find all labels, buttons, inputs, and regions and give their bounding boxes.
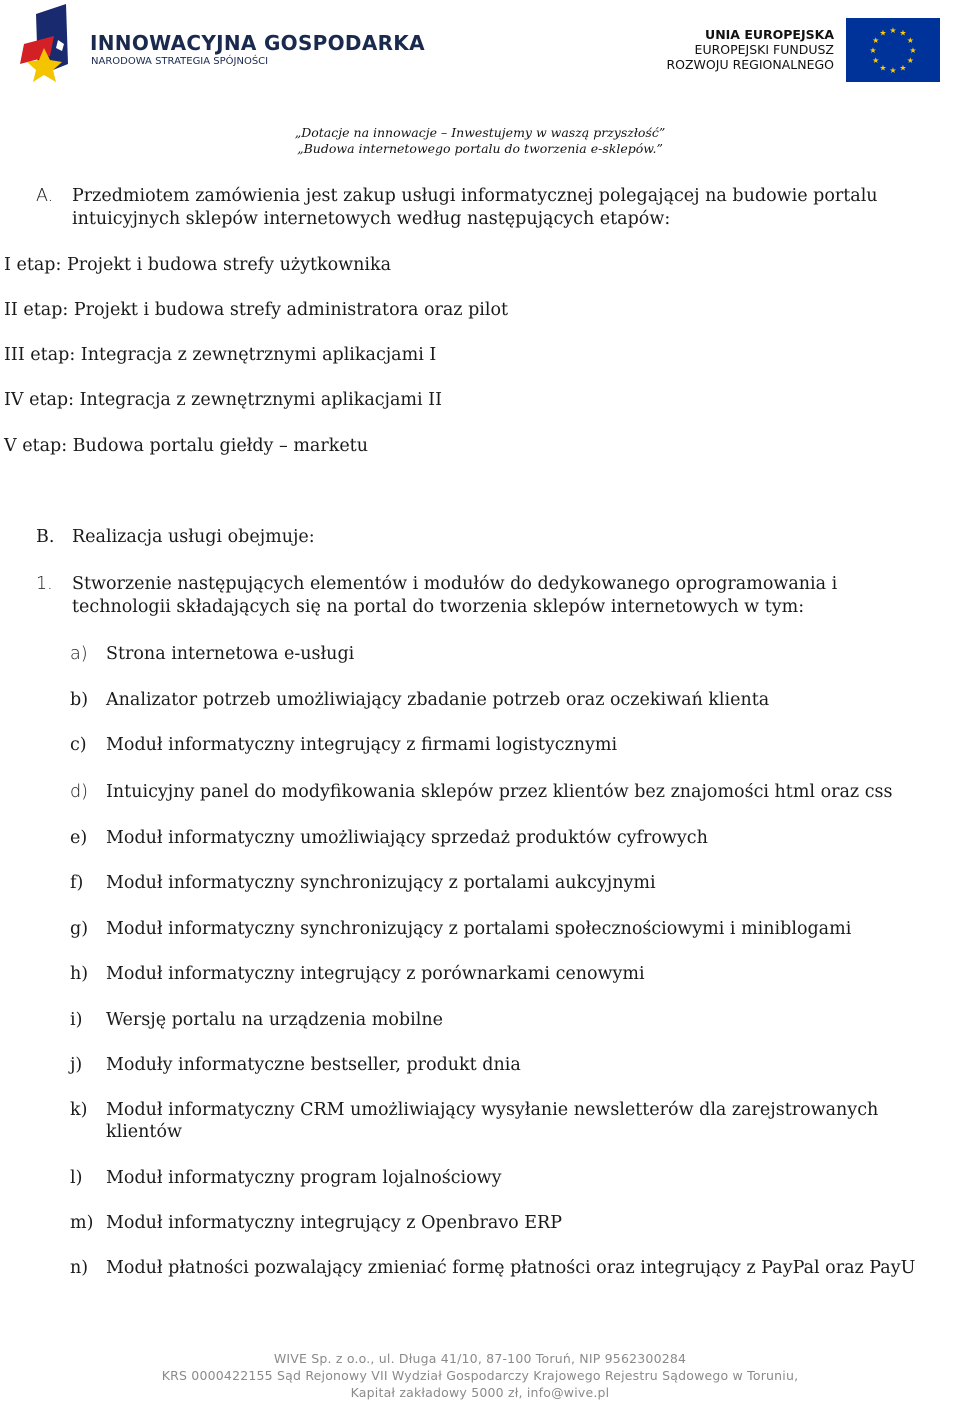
project-title-1: „Dotacje na innowacje – Inwestujemy w waszą przyszłość”	[294, 125, 666, 140]
eu-star-icon: ★	[872, 56, 880, 65]
stage-1: I etap: Projekt i budowa strefy użytkownika	[4, 255, 392, 275]
list-item-label: i)	[70, 1010, 83, 1030]
list-item-label: k)	[70, 1100, 88, 1120]
point-1-marker: 1.	[36, 574, 53, 594]
list-item-h	[70, 963, 956, 985]
stage-2: II etap: Projekt i budowa strefy administratora oraz pilot	[4, 300, 509, 320]
list-item-g	[70, 918, 956, 940]
list-item-text: Moduł informatyczny CRM umożliwiający wysyłanie newsletterów dla zarejstrowanych	[106, 1100, 879, 1120]
eu-line-2: EUROPEJSKI FUNDUSZ	[694, 42, 834, 57]
innowacyjna-gospodarka-logo	[18, 4, 425, 84]
eu-logo	[666, 18, 940, 84]
stage-4: IV etap: Integracja z zewnętrznymi aplikacjami II	[4, 390, 442, 410]
list-item-label: b)	[70, 690, 89, 710]
point-1-line-1: Stworzenie następujących elementów i modułów do dedykowanego oprogramowania i	[72, 574, 838, 594]
eu-star-icon: ★	[909, 46, 917, 55]
list-item-j	[70, 1054, 956, 1076]
list-item-i	[70, 1009, 956, 1031]
list-item-b	[70, 689, 956, 711]
section-a-marker: A.	[36, 186, 54, 206]
section-b-text: Realizacja usługi obejmuje:	[72, 527, 315, 547]
eu-star-icon: ★	[906, 56, 914, 65]
list-item-text: Moduły informatyczne bestseller, produkt dnia	[106, 1055, 521, 1075]
eu-logo-text	[666, 27, 834, 72]
eu-star-icon: ★	[879, 28, 887, 38]
list-item-text: Moduł informatyczny program lojalnościowy	[106, 1168, 502, 1188]
list-item-text: Moduł informatyczny umożliwiający sprzedaż produktów cyfrowych	[106, 828, 708, 848]
innowacyjna-gospodarka-emblem-icon	[18, 4, 88, 84]
list-item-text: Analizator potrzeb umożliwiający zbadanie potrzeb oraz oczekiwań klienta	[106, 690, 770, 710]
list-item-e	[70, 827, 956, 849]
project-title-2: „Budowa internetowego portalu do tworzenia e-sklepów.”	[297, 141, 663, 156]
point-1-line-2: technologii składających się na portal do tworzenia sklepów internetowych w tym:	[72, 597, 805, 617]
list-item-label: f)	[70, 873, 84, 893]
eu-star-icon: ★	[899, 28, 907, 38]
list-item-label: c)	[70, 735, 87, 755]
list-item-text-continued: klientów	[106, 1122, 182, 1142]
list-item-text: Moduł informatyczny integrujący z porównarkami cenowymi	[106, 964, 645, 984]
list-item-text: Moduł informatyczny synchronizujący z portalami aukcyjnymi	[106, 873, 656, 893]
stage-5: V etap: Budowa portalu giełdy – marketu	[4, 436, 368, 456]
list-item-text: Moduł informatyczny synchronizujący z portalami społecznościowymi i miniblogami	[106, 919, 852, 939]
eu-star-icon: ★	[869, 46, 877, 55]
eu-star-icon: ★	[889, 26, 897, 35]
stage-3: III etap: Integracja z zewnętrznymi aplikacjami I	[4, 345, 437, 365]
list-item-c	[70, 734, 956, 756]
eu-star-icon: ★	[906, 36, 914, 45]
eu-line-1: UNIA EUROPEJSKA	[705, 27, 834, 42]
logo-title: INNOWACYJNA GOSPODARKA	[90, 31, 425, 55]
section-b-marker: B.	[36, 527, 55, 547]
eu-star-icon: ★	[879, 63, 887, 73]
list-item-label: m)	[70, 1213, 94, 1233]
list-item-label: e)	[70, 828, 88, 848]
list-item-text: Moduł płatności pozwalający zmieniać formę płatności oraz integrujący z PayPal oraz PayU	[106, 1258, 916, 1278]
list-item-text: Intuicyjny panel do modyfikowania sklepów przez klientów bez znajomości html oraz css	[106, 782, 893, 802]
list-item-text: Moduł informatyczny integrujący z firmami logistycznymi	[106, 735, 618, 755]
list-item-d	[70, 781, 956, 803]
list-item-label: h)	[70, 964, 89, 984]
list-item-l	[70, 1167, 956, 1189]
eu-line-3: ROZWOJU REGIONALNEGO	[666, 57, 834, 72]
list-item-text: Moduł informatyczny integrujący z Openbravo ERP	[106, 1213, 562, 1233]
list-item-label: a)	[70, 644, 88, 664]
list-item-k	[70, 1099, 956, 1143]
list-item-m	[70, 1212, 956, 1234]
list-item-label: g)	[70, 919, 89, 939]
eu-star-icon: ★	[872, 36, 880, 45]
list-item-label: l)	[70, 1168, 83, 1188]
list-item-a	[70, 643, 956, 665]
footer-line-2: KRS 0000422155 Sąd Rejonowy VII Wydział Gospodarczy Krajowego Rejestru Sądowego w Toruniu,	[161, 1368, 799, 1383]
logo-subtitle: NARODOWA STRATEGIA SPÓJNOŚCI	[91, 56, 269, 67]
eu-star-icon: ★	[889, 66, 897, 75]
footer-line-3: Kapitał zakładowy 5000 zł, info@wive.pl	[350, 1385, 610, 1400]
list-item-label: d)	[70, 782, 88, 802]
list-item-f	[70, 872, 956, 894]
section-a-line-1: Przedmiotem zamówienia jest zakup usługi informatycznej polegającej na budowie portalu	[72, 186, 878, 206]
footer-line-1: WIVE Sp. z o.o., ul. Długa 41/10, 87-100 Toruń, NIP 9562300284	[273, 1351, 687, 1366]
eu-flag-icon	[846, 18, 940, 82]
list-item-text: Wersję portalu na urządzenia mobilne	[106, 1010, 443, 1030]
list-item-label: j)	[70, 1055, 83, 1075]
list-item-text: Strona internetowa e-usługi	[106, 644, 355, 664]
eu-star-icon: ★	[899, 63, 907, 73]
section-a-line-2: intuicyjnych sklepów internetowych według następujących etapów:	[72, 209, 671, 229]
list-item-label: n)	[70, 1258, 89, 1278]
list-item-n	[70, 1257, 956, 1279]
